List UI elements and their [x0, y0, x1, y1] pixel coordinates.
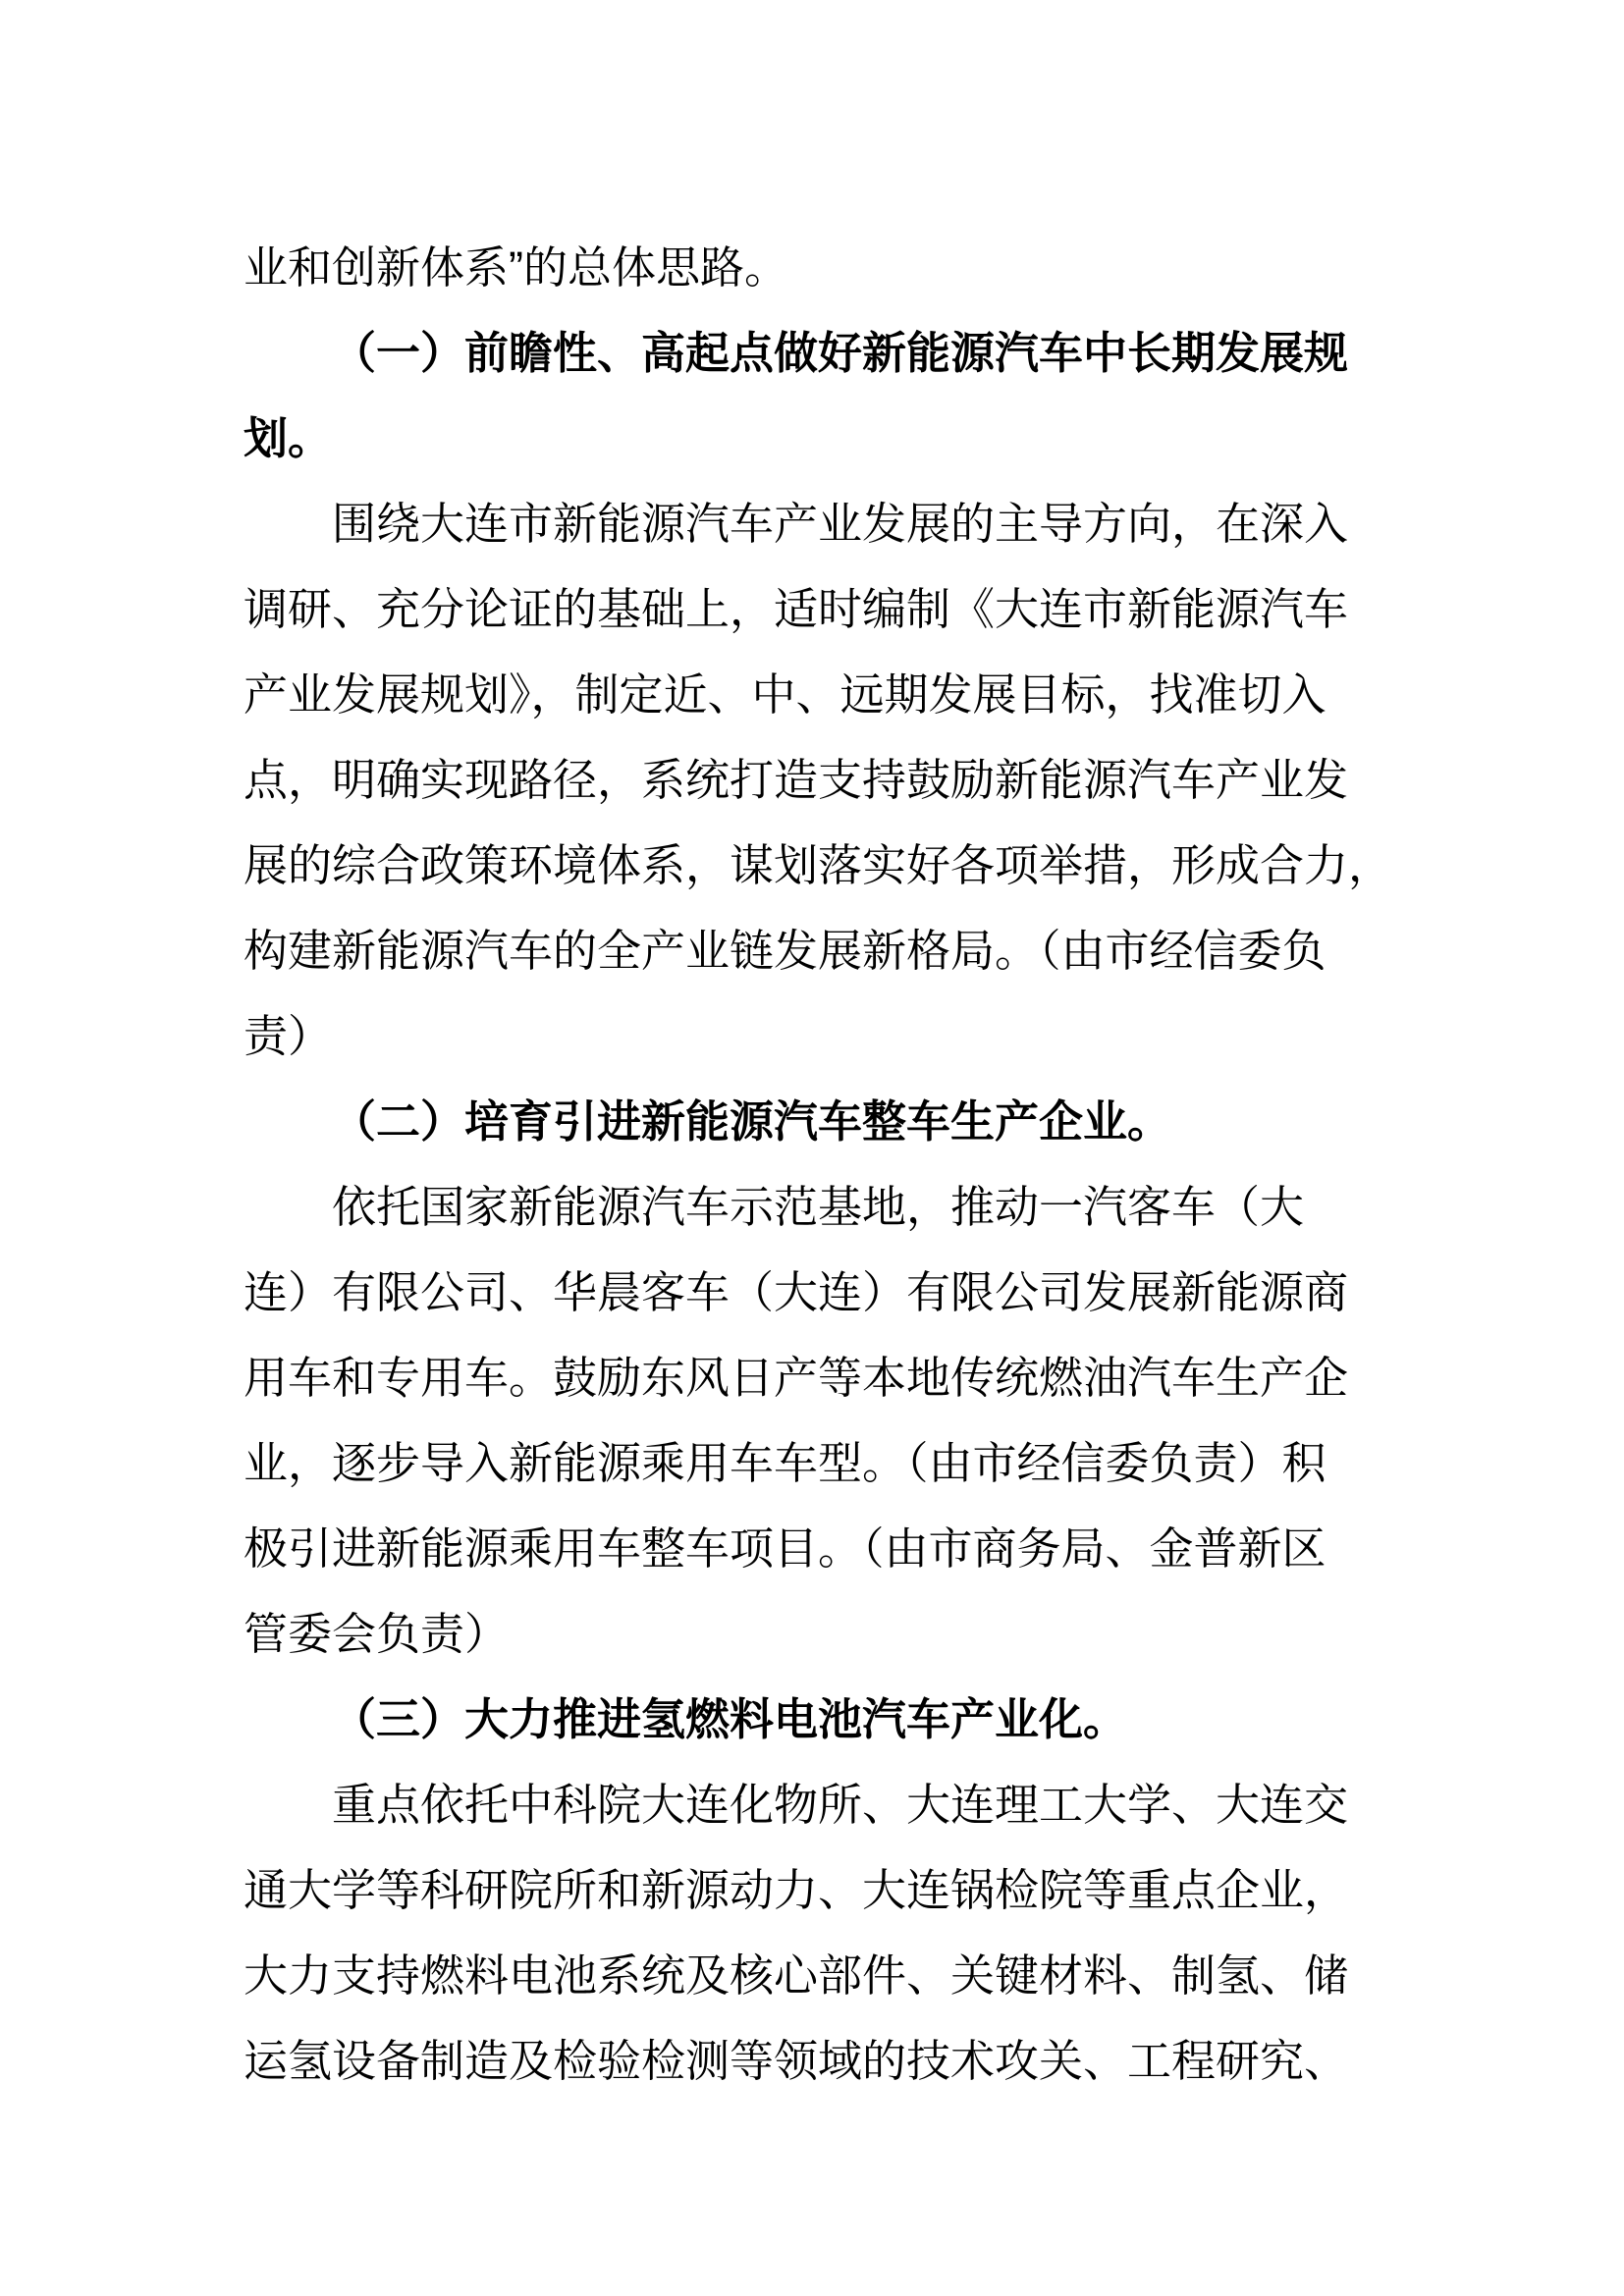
body-paragraph	[244, 225, 1624, 310]
text-line: 围绕大连市新能源汽车产业发展的主导方向，在深入	[332, 499, 1349, 549]
text-line: 业，逐步导入新能源乘用车车型。（由市经信委负责）积	[244, 1438, 1326, 1488]
text-line: （一）前瞻性、高起点做好新能源汽车中长期发展规	[332, 328, 1349, 378]
text-line: 调研、充分论证的基础上，适时编制《大连市新能源汽车	[244, 584, 1349, 634]
text-line: 极引进新能源乘用车整车项目。（由市商务局、金普新区	[244, 1523, 1326, 1574]
text-line: 重点依托中科院大连化物所、大连理工大学、大连交	[332, 1780, 1349, 1830]
text-line: （二）培育引进新能源汽车整车生产企业。	[332, 1096, 1172, 1147]
body-paragraph	[244, 1164, 1624, 1677]
section-heading	[244, 1079, 1624, 1164]
text-line: 产业发展规划》，制定近、中、远期发展目标，找准切入	[244, 669, 1326, 720]
text-line: 依托国家新能源汽车示范基地，推动一汽客车（大	[332, 1182, 1305, 1232]
text-line: 运氢设备制造及检验检测等领域的技术攻关、工程研究、	[244, 2036, 1349, 2086]
text-line: 管委会负责）	[244, 1609, 510, 1659]
text-line: 通大学等科研院所和新源动力、大连锅检院等重点企业，	[244, 1865, 1349, 1915]
section-heading	[244, 310, 1624, 481]
text-line: 责）	[244, 1011, 333, 1061]
text-line: （三）大力推进氢燃料电池汽车产业化。	[332, 1694, 1128, 1744]
text-line: 大力支持燃料电池系统及核心部件、关键材料、制氢、储	[244, 1950, 1349, 2001]
text-line: 连）有限公司、华晨客车（大连）有限公司发展新能源商	[244, 1267, 1349, 1317]
text-line: 业和创新体系”的总体思路。	[244, 242, 788, 293]
document-body	[244, 225, 1624, 2104]
text-line: 划。	[244, 413, 333, 463]
text-line: 用车和专用车。鼓励东风日产等本地传统燃油汽车生产企	[244, 1353, 1349, 1403]
body-paragraph	[244, 1762, 1624, 2104]
text-line: 展的综合政策环境体系，谋划落实好各项举措，形成合力，	[244, 840, 1393, 890]
section-heading	[244, 1677, 1624, 1762]
body-paragraph	[244, 481, 1624, 1079]
text-line: 构建新能源汽车的全产业链发展新格局。（由市经信委负	[244, 926, 1326, 976]
text-line: 点，明确实现路径，系统打造支持鼓励新能源汽车产业发	[244, 755, 1349, 805]
